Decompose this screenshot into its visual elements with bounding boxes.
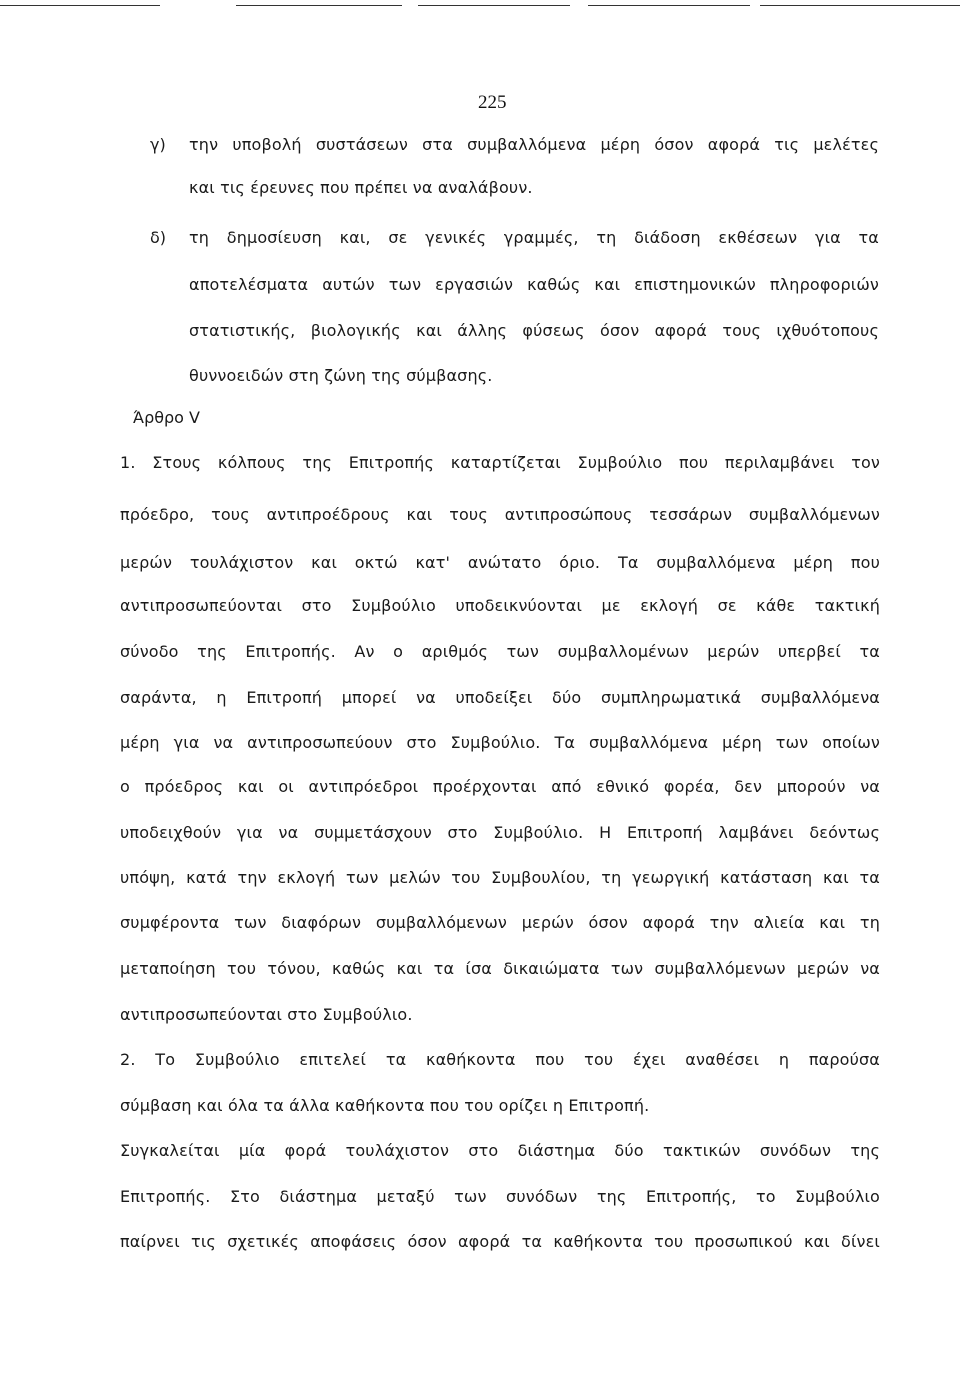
text-line: αποτελέσματα αυτών των εργασιών καθώς και επιστημονικών πληροφοριών bbox=[189, 275, 879, 294]
paragraph-line: μέρη για να αντιπροσωπεύουν στο Συμβούλιο. Τα συμβαλλόμενα μέρη των οποίων bbox=[120, 733, 880, 752]
paragraph-line: υποδειχθούν για να συμμετάσχουν στο Συμβούλιο. Η Επιτροπή λαμβάνει δεόντως bbox=[120, 823, 880, 842]
scan-edge-rule bbox=[236, 5, 402, 6]
paragraph-line: σύνοδο της Επιτροπής. Αν ο αριθμός των συμβαλλομένων μερών υπερβεί τα bbox=[120, 642, 880, 661]
paragraph-line: Συγκαλείται μία φορά τουλάχιστον στο διάστημα δύο τακτικών συνόδων της bbox=[120, 1141, 880, 1160]
scan-edge-rule bbox=[588, 5, 750, 6]
text-line: την υποβολή συστάσεων στα συμβαλλόμενα μέρη όσον αφορά τις μελέτες bbox=[189, 135, 879, 154]
paragraph-line: συμφέροντα των διαφόρων συμβαλλόμενων μερών όσον αφορά την αλιεία και τη bbox=[120, 913, 880, 932]
scan-edge-rule bbox=[760, 5, 960, 6]
item-marker-delta: δ) bbox=[150, 228, 167, 247]
text-line: και τις έρευνες που πρέπει να αναλάβουν. bbox=[189, 178, 533, 197]
paragraph-line: παίρνει τις σχετικές αποφάσεις όσον αφορά τα καθήκοντα του προσωπικού και δίνει bbox=[120, 1232, 880, 1251]
paragraph-line: αντιπροσωπεύονται στο Συμβούλιο. bbox=[120, 1005, 413, 1024]
item-marker-gamma: γ) bbox=[150, 135, 166, 154]
paragraph-line: σαράντα, η Επιτροπή μπορεί να υποδείξει δύο συμπληρωματικά συμβαλλόμενα bbox=[120, 688, 880, 707]
paragraph-line: μεταποίηση του τόνου, καθώς και τα ίσα δικαιώματα των συμβαλλόμενων μερών να bbox=[120, 959, 880, 978]
text-line: θυννοειδών στη ζώνη της σύμβασης. bbox=[189, 366, 493, 385]
paragraph-line: 2. Το Συμβούλιο επιτελεί τα καθήκοντα που του έχει αναθέσει η παρούσα bbox=[120, 1050, 880, 1069]
paragraph-line: μερών τουλάχιστον και οκτώ κατ' ανώτατο όριο. Τα συμβαλλόμενα μέρη που bbox=[120, 553, 880, 572]
article-heading: Άρθρο V bbox=[133, 408, 200, 427]
scan-edge-rule bbox=[418, 5, 570, 6]
page-number: 225 bbox=[478, 92, 507, 113]
text-line: στατιστικής, βιολογικής και άλλης φύσεως όσον αφορά τους ιχθυότοπους bbox=[189, 321, 879, 340]
text-line: τη δημοσίευση και, σε γενικές γραμμές, τη διάδοση εκθέσεων για τα bbox=[189, 228, 879, 247]
paragraph-line: πρόεδρο, τους αντιπροέδρους και τους αντιπροσώπους τεσσάρων συμβαλλόμενων bbox=[120, 505, 880, 524]
paragraph-line: ο πρόεδρος και οι αντιπρόεδροι προέρχονται από εθνικό φορέα, δεν μπορούν να bbox=[120, 777, 880, 796]
paragraph-line: αντιπροσωπεύονται στο Συμβούλιο υποδεικνύονται με εκλογή σε κάθε τακτική bbox=[120, 596, 880, 615]
paragraph-line: υπόψη, κατά την εκλογή των μελών του Συμβουλίου, τη γεωργική κατάσταση και τα bbox=[120, 868, 880, 887]
scan-edge-rule bbox=[0, 5, 160, 6]
paragraph-line: Επιτροπής. Στο διάστημα μεταξύ των συνόδων της Επιτροπής, το Συμβούλιο bbox=[120, 1187, 880, 1206]
paragraph-line: σύμβαση και όλα τα άλλα καθήκοντα που του ορίζει η Επιτροπή. bbox=[120, 1096, 650, 1115]
paragraph-line: 1. Στους κόλπους της Επιτροπής καταρτίζεται Συμβούλιο που περιλαμβάνει τον bbox=[120, 453, 880, 472]
